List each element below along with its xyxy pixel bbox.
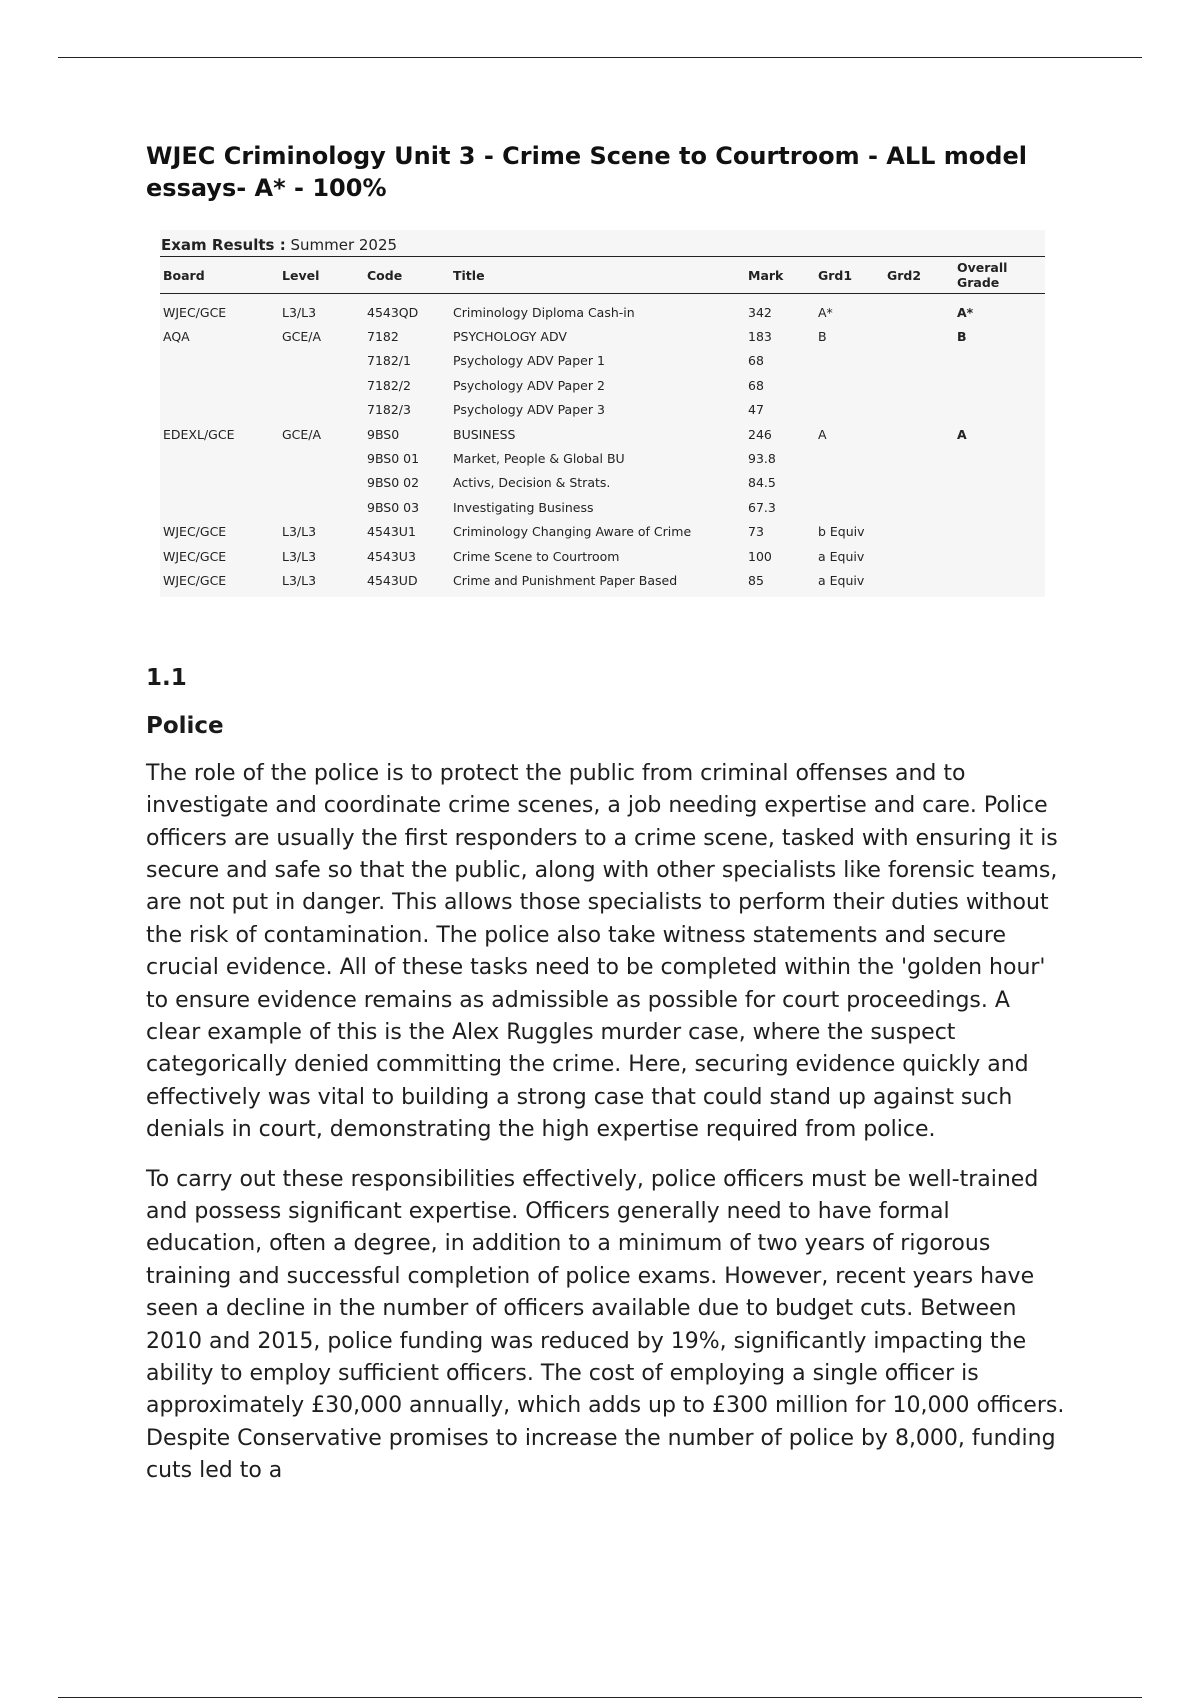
- cell-level: [279, 495, 364, 519]
- cell-mark: 67.3: [748, 499, 776, 515]
- cell-code: 9BS0 03: [367, 499, 420, 515]
- table-row: [160, 398, 1045, 422]
- cell-code: 4543QD: [367, 304, 419, 320]
- cell-code: 9BS0 01: [367, 451, 420, 467]
- cell-overall-grade: A: [957, 426, 967, 442]
- table-row: [160, 544, 1045, 568]
- cell-mark: 183: [748, 329, 772, 345]
- cell-grd1: A: [818, 426, 827, 442]
- cell-grd1: A*: [818, 304, 833, 320]
- cell-code: 4543U1: [367, 524, 416, 540]
- cell-mark: 85: [748, 572, 764, 588]
- column-header-overall-grade: Overall Grade: [954, 257, 1045, 294]
- cell-grd2: [884, 373, 954, 397]
- cell-level: L3/L3: [282, 524, 317, 540]
- cell-board: AQA: [163, 329, 190, 345]
- cell-grd2: [884, 471, 954, 495]
- top-rule: [58, 57, 1142, 58]
- table-row: [160, 373, 1045, 397]
- cell-title: Psychology ADV Paper 1: [453, 353, 605, 369]
- cell-grd1: b Equiv: [818, 524, 865, 540]
- cell-level: GCE/A: [282, 329, 322, 345]
- cell-level: L3/L3: [282, 548, 317, 564]
- cell-grd1: [815, 446, 884, 470]
- cell-grd2: [884, 294, 954, 325]
- cell-code: 7182: [367, 329, 399, 345]
- cell-level: [279, 398, 364, 422]
- cell-level: GCE/A: [282, 426, 322, 442]
- cell-grd2: [884, 349, 954, 373]
- cell-grd1: [815, 471, 884, 495]
- cell-overall-grade: A*: [957, 304, 974, 320]
- cell-board: [160, 349, 279, 373]
- cell-overall-grade: [954, 349, 1045, 373]
- column-header-title: Title: [450, 257, 745, 294]
- table-row: [160, 495, 1045, 519]
- cell-code: 7182/3: [367, 402, 411, 418]
- cell-board: [160, 398, 279, 422]
- paragraph-police-role: The role of the police is to protect the public from criminal offenses and to investigate and coordinate crime scenes, a job needing expertise and care. Police officers are usually the first responders to a crime scene, tasked with ensuring it is secure and safe so that the public, along with other specialists like forensic teams, are not put in danger. This allows those specialists to perform their duties without the risk of contamination. The police also take witness statements and secure crucial evidence. All of these tasks need to be completed within the 'golden hour' to ensure evidence remains as admissible as possible for court proceedings. A clear example of this is the Alex Ruggles murder case, where the suspect categorically denied committing the crime. Here, securing evidence quickly and effectively was vital to building a strong case that could stand up against such denials in court, demonstrating the high expertise required from police.: [146, 760, 1058, 1143]
- cell-grd1: [815, 495, 884, 519]
- cell-overall-grade: [954, 398, 1045, 422]
- cell-title: Crime and Punishment Paper Based: [453, 572, 678, 588]
- cell-board: [160, 373, 279, 397]
- cell-code: 9BS0 02: [367, 475, 420, 491]
- cell-board: [160, 495, 279, 519]
- paragraph-police-training: To carry out these responsibilities effectively, police officers must be well-trained and possess significant expertise. Officers generally need to have formal education, often a degree, in addition to a minimum of two years of rigorous training and successful completion of police exams. However, recent years have seen a decline in the number of officers available due to budget cuts. Between 2010 and 2015, police funding was reduced by 19%, significantly impacting the ability to employ sufficient officers. The cost of employing a single officer is approximately £30,000 annually, which adds up to £300 million for 10,000 officers. Despite Conservative promises to increase the number of police by 8,000, funding cuts led to a: [146, 1166, 1065, 1484]
- cell-title: Criminology Diploma Cash-in: [453, 304, 635, 320]
- cell-mark: 84.5: [748, 475, 776, 491]
- column-header-board: Board: [160, 257, 279, 294]
- table-row: [160, 471, 1045, 495]
- cell-code: 4543U3: [367, 548, 416, 564]
- cell-board: WJEC/GCE: [163, 548, 227, 564]
- cell-level: [279, 349, 364, 373]
- cell-board: WJEC/GCE: [163, 524, 227, 540]
- table-header-row: [160, 257, 1045, 294]
- page-content: [146, 140, 1066, 1488]
- column-header-code: Code: [364, 257, 450, 294]
- cell-grd2: [884, 495, 954, 519]
- cell-grd2: [884, 568, 954, 592]
- cell-grd2: [884, 544, 954, 568]
- cell-level: [279, 373, 364, 397]
- table-row: [160, 446, 1045, 470]
- cell-title: Activs, Decision & Strats.: [453, 475, 611, 491]
- column-header-grd2: Grd2: [884, 257, 954, 294]
- cell-board: WJEC/GCE: [163, 572, 227, 588]
- cell-overall-grade: [954, 568, 1045, 592]
- column-header-mark: Mark: [745, 257, 815, 294]
- cell-grd1: B: [818, 329, 827, 345]
- exam-results-table: [160, 256, 1045, 593]
- cell-grd2: [884, 520, 954, 544]
- cell-board: WJEC/GCE: [163, 304, 227, 320]
- cell-board: EDEXL/GCE: [163, 426, 235, 442]
- cell-overall-grade: B: [957, 329, 967, 345]
- cell-level: L3/L3: [282, 572, 317, 588]
- cell-grd2: [884, 398, 954, 422]
- cell-mark: 47: [748, 402, 764, 418]
- column-header-level: Level: [279, 257, 364, 294]
- cell-title: Market, People & Global BU: [453, 451, 625, 467]
- cell-code: 7182/2: [367, 377, 411, 393]
- exam-results-image: [160, 230, 1045, 597]
- cell-overall-grade: [954, 520, 1045, 544]
- cell-title: Crime Scene to Courtroom: [453, 548, 620, 564]
- cell-grd1: [815, 373, 884, 397]
- cell-grd2: [884, 324, 954, 348]
- table-row: [160, 568, 1045, 592]
- section-heading: Police: [146, 712, 224, 739]
- cell-level: [279, 471, 364, 495]
- cell-title: PSYCHOLOGY ADV: [453, 329, 567, 345]
- cell-overall-grade: [954, 471, 1045, 495]
- cell-title: Investigating Business: [453, 499, 594, 515]
- cell-mark: 342: [748, 304, 772, 320]
- cell-title: Psychology ADV Paper 2: [453, 377, 605, 393]
- table-row: [160, 520, 1045, 544]
- cell-grd2: [884, 446, 954, 470]
- table-row: [160, 324, 1045, 348]
- cell-level: L3/L3: [282, 304, 317, 320]
- table-row: [160, 349, 1045, 373]
- cell-code: 4543UD: [367, 572, 418, 588]
- table-row: [160, 294, 1045, 325]
- cell-title: BUSINESS: [453, 426, 516, 442]
- cell-title: Psychology ADV Paper 3: [453, 402, 605, 418]
- cell-title: Criminology Changing Aware of Crime: [453, 524, 692, 540]
- cell-overall-grade: [954, 373, 1045, 397]
- cell-grd1: a Equiv: [818, 548, 865, 564]
- cell-level: [279, 446, 364, 470]
- cell-grd1: a Equiv: [818, 572, 865, 588]
- cell-mark: 73: [748, 524, 764, 540]
- cell-mark: 100: [748, 548, 772, 564]
- cell-code: 9BS0: [367, 426, 400, 442]
- cell-overall-grade: [954, 446, 1045, 470]
- cell-code: 7182/1: [367, 353, 411, 369]
- table-row: [160, 422, 1045, 446]
- cell-mark: 246: [748, 426, 772, 442]
- exam-results-header: [160, 234, 1045, 256]
- document-title: WJEC Criminology Unit 3 - Crime Scene to Courtroom - ALL model essays- A* - 100%: [146, 142, 1027, 202]
- cell-board: [160, 446, 279, 470]
- column-header-grd1: Grd1: [815, 257, 884, 294]
- cell-mark: 68: [748, 377, 764, 393]
- exam-session: Summer 2025: [290, 236, 398, 254]
- cell-overall-grade: [954, 495, 1045, 519]
- bottom-rule: [58, 1697, 1142, 1698]
- cell-grd1: [815, 398, 884, 422]
- exam-results-body: [160, 294, 1045, 593]
- cell-mark: 93.8: [748, 451, 776, 467]
- exam-results-label: Exam Results :: [161, 236, 286, 254]
- cell-mark: 68: [748, 353, 764, 369]
- section-number: 1.1: [146, 664, 187, 691]
- cell-grd2: [884, 422, 954, 446]
- cell-board: [160, 471, 279, 495]
- cell-grd1: [815, 349, 884, 373]
- cell-overall-grade: [954, 544, 1045, 568]
